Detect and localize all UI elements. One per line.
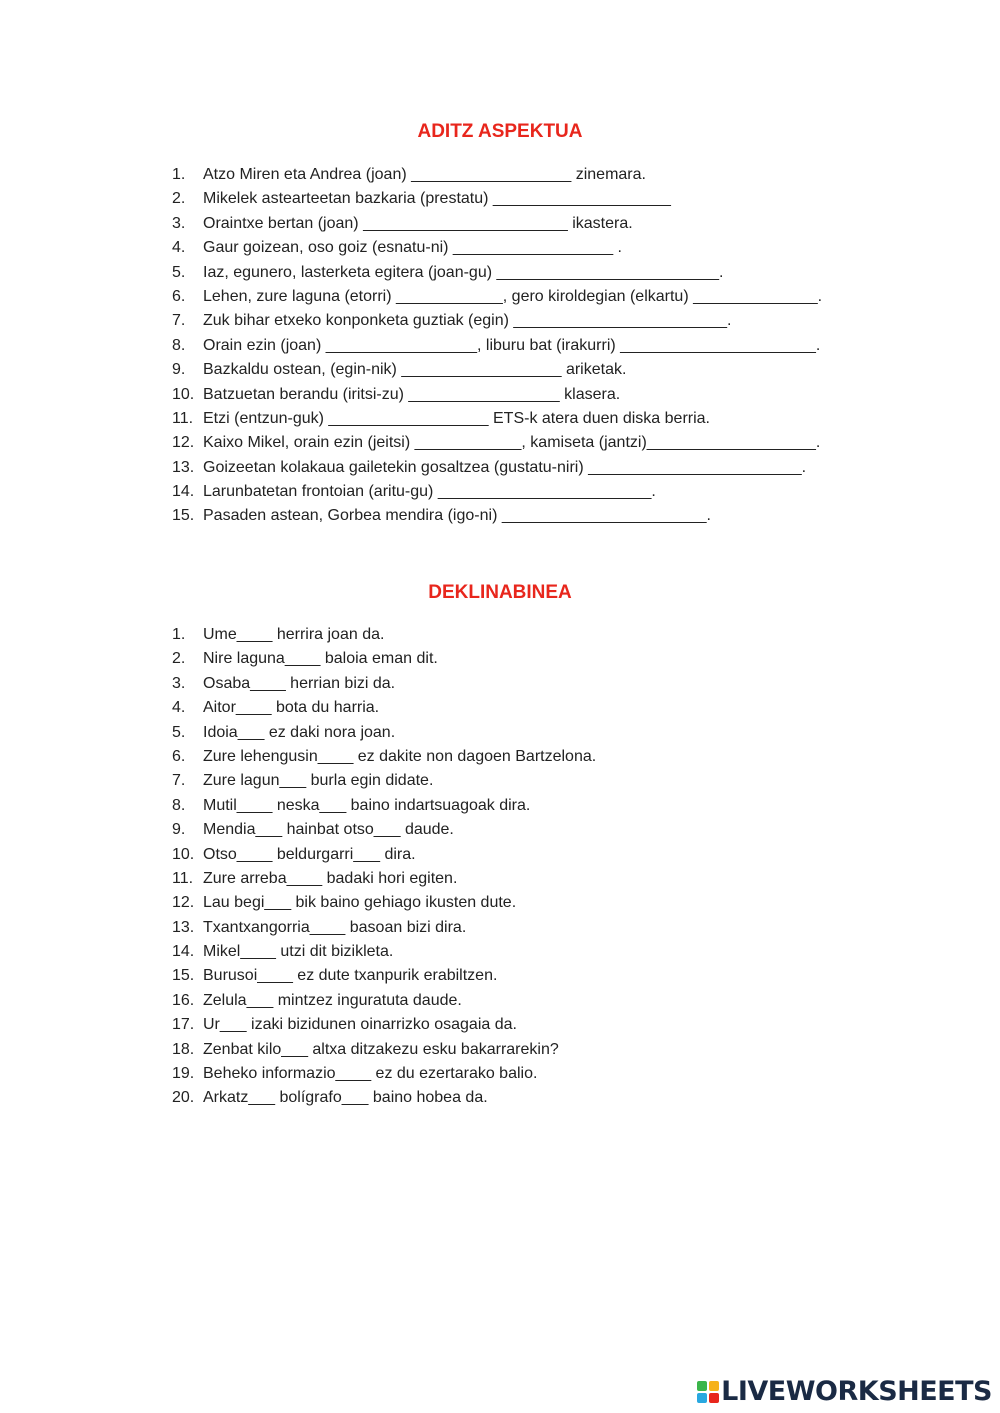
aditz-aspektua-list — [172, 163, 872, 529]
item-text: Iaz, egunero, lasterketa egitera (joan-gu) _________________________. — [203, 263, 724, 281]
item-number: 1. — [172, 626, 186, 643]
item-text: Zenbat kilo___ altxa ditzakezu esku bakarrarekin? — [203, 1040, 559, 1058]
aditz-aspektua-item — [172, 504, 872, 528]
deklinabinea-item — [172, 769, 872, 793]
aditz-aspektua-item — [172, 358, 872, 382]
item-number: 13. — [172, 458, 195, 476]
item-text: Lau begi___ bik baino gehiago ikusten dute. — [203, 894, 517, 912]
item-number: 10. — [172, 385, 195, 403]
item-number: 11. — [172, 409, 194, 427]
deklinabinea-item — [172, 818, 872, 842]
item-text: Mikel____ utzi dit bizikleta. — [203, 943, 394, 961]
liveworksheets-logo-icon — [697, 1381, 719, 1403]
deklinabinea-item — [172, 1013, 872, 1037]
item-number: 7. — [172, 312, 186, 330]
item-text: Zure arreba____ badaki hori egiten. — [203, 869, 458, 887]
item-text: Burusoi____ ez dute txanpurik erabiltzen. — [203, 967, 498, 985]
deklinabinea-item — [172, 843, 872, 867]
logo-square-yellow — [709, 1381, 719, 1391]
item-number: 2. — [172, 650, 186, 668]
item-number: 8. — [172, 336, 186, 354]
aditz-aspektua-item — [172, 285, 872, 309]
aditz-aspektua-item — [172, 334, 872, 358]
item-text: Batzuetan berandu (iritsi-zu) _________________ klasera. — [203, 385, 621, 403]
item-number: 11. — [172, 869, 194, 887]
deklinabinea-item — [172, 1086, 872, 1110]
deklinabinea-item — [172, 891, 872, 915]
item-number: 3. — [172, 214, 186, 232]
item-number: 20. — [172, 1089, 195, 1107]
item-number: 14. — [172, 943, 195, 961]
item-text: Ume____ herrira joan da. — [203, 626, 385, 643]
item-text: Arkatz___ bolígrafo___ baino hobea da. — [203, 1089, 488, 1107]
item-text: Mendia___ hainbat otso___ daude. — [203, 821, 454, 839]
liveworksheets-logo[interactable] — [697, 1376, 992, 1407]
item-number: 6. — [172, 287, 186, 305]
aditz-aspektua-item — [172, 383, 872, 407]
aditz-aspektua-item — [172, 163, 872, 187]
deklinabinea-item — [172, 1038, 872, 1062]
section-title-deklinabinea: DEKLINABINEA — [428, 582, 572, 603]
item-number: 1. — [172, 166, 186, 183]
item-number: 13. — [172, 918, 195, 936]
aditz-aspektua-item — [172, 480, 872, 504]
deklinabinea-list — [172, 623, 872, 1111]
item-text: Atzo Miren eta Andrea (joan) __________________ zinemara. — [203, 166, 646, 183]
aditz-aspektua-item — [172, 309, 872, 333]
deklinabinea-item — [172, 745, 872, 769]
item-text: Zuk bihar etxeko konponketa guztiak (egin) ________________________. — [203, 312, 732, 330]
item-text: Lehen, zure laguna (etorri) ____________, gero kiroldegian (elkartu) ______________. — [203, 287, 823, 305]
item-text: Etzi (entzun-guk) __________________ ETS-k atera duen diska berria. — [203, 409, 710, 427]
deklinabinea-item — [172, 721, 872, 745]
logo-text: LIVEWORKSHEETS — [721, 1376, 992, 1407]
item-text: Mutil____ neska___ baino indartsuagoak dira. — [203, 796, 531, 814]
logo-square-blue — [697, 1393, 707, 1403]
item-text: Zure lagun___ burla egin didate. — [203, 772, 434, 790]
item-number: 2. — [172, 190, 186, 208]
item-number: 6. — [172, 747, 186, 765]
item-number: 15. — [172, 507, 195, 525]
deklinabinea-item — [172, 964, 872, 988]
item-text: Orain ezin (joan) _________________, liburu bat (irakurri) ______________________. — [203, 336, 821, 354]
item-text: Oraintxe bertan (joan) _______________________ ikastera. — [203, 214, 633, 232]
aditz-aspektua-item — [172, 407, 872, 431]
item-text: Beheko informazio____ ez du ezertarako balio. — [203, 1065, 538, 1083]
aditz-aspektua-item — [172, 236, 872, 260]
deklinabinea-item — [172, 940, 872, 964]
item-number: 5. — [172, 263, 186, 281]
item-number: 16. — [172, 991, 195, 1009]
item-number: 14. — [172, 483, 195, 501]
item-text: Goizeetan kolakaua gailetekin gosaltzea (gustatu-niri) ________________________. — [203, 458, 807, 476]
item-text: Gaur goizean, oso goiz (esnatu-ni) __________________ . — [203, 239, 622, 257]
item-text: Larunbatetan frontoian (aritu-gu) ________________________. — [203, 483, 656, 501]
deklinabinea-item — [172, 672, 872, 696]
deklinabinea-item — [172, 989, 872, 1013]
item-number: 4. — [172, 699, 186, 717]
aditz-aspektua-item — [172, 187, 872, 211]
deklinabinea-item — [172, 867, 872, 891]
item-text: Bazkaldu ostean, (egin-nik) __________________ ariketak. — [203, 361, 627, 379]
aditz-aspektua-item — [172, 261, 872, 285]
item-number: 7. — [172, 772, 186, 790]
item-text: Otso____ beldurgarri___ dira. — [203, 845, 416, 863]
item-number: 18. — [172, 1040, 195, 1058]
deklinabinea-item — [172, 916, 872, 940]
item-number: 19. — [172, 1065, 195, 1083]
item-number: 9. — [172, 821, 186, 839]
aditz-aspektua-item — [172, 212, 872, 236]
aditz-aspektua-item — [172, 431, 872, 455]
deklinabinea-item — [172, 794, 872, 818]
item-text: Osaba____ herrian bizi da. — [203, 674, 396, 692]
item-number: 8. — [172, 796, 186, 814]
item-number: 9. — [172, 361, 186, 379]
item-text: Mikelek astearteetan bazkaria (prestatu) ____________________ — [203, 190, 671, 208]
logo-square-red — [709, 1393, 719, 1403]
deklinabinea-item — [172, 696, 872, 720]
item-text: Aitor____ bota du harria. — [203, 699, 380, 717]
item-number: 4. — [172, 239, 186, 257]
deklinabinea-item — [172, 623, 872, 647]
item-text: Zure lehengusin____ ez dakite non dagoen Bartzelona. — [203, 747, 597, 765]
item-number: 12. — [172, 434, 195, 452]
item-number: 12. — [172, 894, 195, 912]
item-text: Idoia___ ez daki nora joan. — [203, 723, 396, 741]
logo-square-green — [697, 1381, 707, 1391]
item-number: 17. — [172, 1016, 195, 1034]
deklinabinea-item — [172, 647, 872, 671]
item-number: 5. — [172, 723, 186, 741]
item-text: Txantxangorria____ basoan bizi dira. — [203, 918, 467, 936]
item-text: Kaixo Mikel, orain ezin (jeitsi) ____________, kamiseta (jantzi)___________________. — [203, 434, 821, 452]
item-text: Ur___ izaki bizidunen oinarrizko osagaia da. — [203, 1016, 517, 1034]
section-title-aditz-aspektua: ADITZ ASPEKTUA — [417, 121, 583, 142]
item-text: Pasaden astean, Gorbea mendira (igo-ni) _______________________. — [203, 507, 711, 525]
item-number: 3. — [172, 674, 186, 692]
item-number: 10. — [172, 845, 195, 863]
aditz-aspektua-item — [172, 456, 872, 480]
item-number: 15. — [172, 967, 195, 985]
deklinabinea-item — [172, 1062, 872, 1086]
item-text: Zelula___ mintzez inguratuta daude. — [203, 991, 462, 1009]
item-text: Nire laguna____ baloia eman dit. — [203, 650, 438, 668]
